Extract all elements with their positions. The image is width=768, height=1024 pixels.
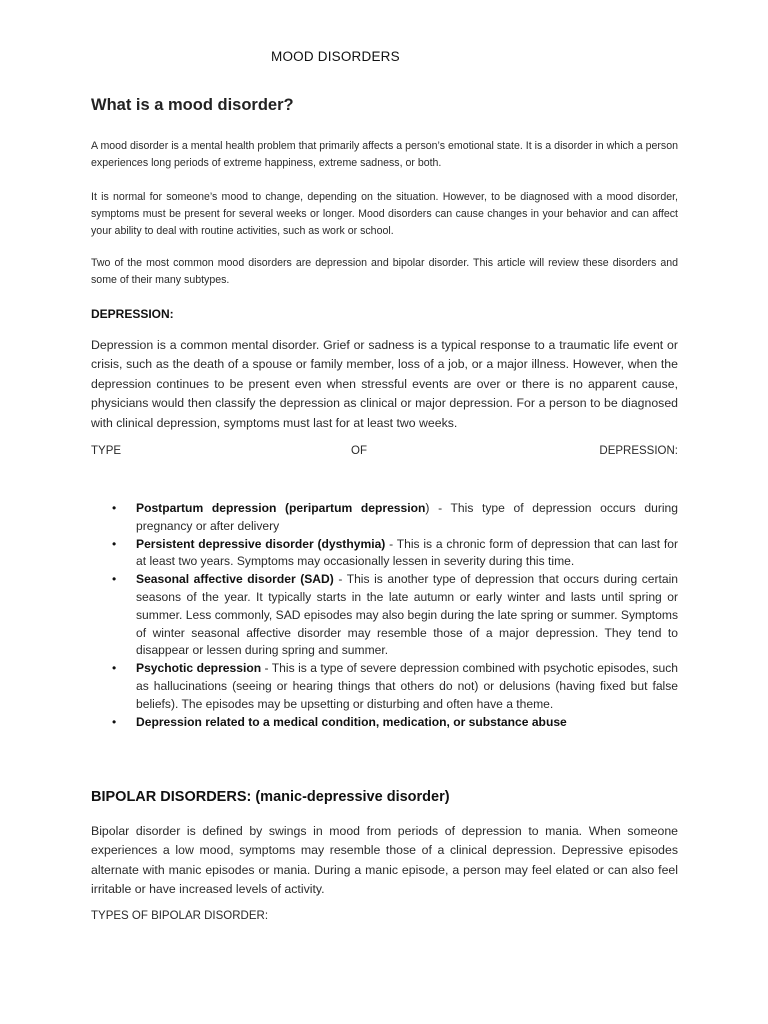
depression-paragraph: Depression is a common mental disorder. Grief or sadness is a typical response to a traumatic life event or crisis, such as the death of a spouse or family member, loss of a job, or a major illness. However, when the depression continues to be present even when stressful events are over or there is no apparent cause, physicians would then classify the depression as clinical or major depression. For a person to be diagnosed with clinical depression, symptoms must last for at least two weeks. bbox=[91, 338, 678, 430]
bipolar-heading: BIPOLAR DISORDERS: (manic-depressive disorder) bbox=[91, 789, 450, 805]
list-item-term: Seasonal affective disorder (SAD) bbox=[136, 572, 334, 587]
list-item-term: Psychotic depression bbox=[136, 661, 262, 676]
depression-word: DEPRESSION: bbox=[599, 445, 678, 457]
list-item-description: - This is a type of severe depression combined with psychotic episodes, such as hallucinations (seeing or hearing things that others do not) or delusions (having fixed but false beliefs). The episodes may be upsetting or disturbing and often have a theme. bbox=[136, 661, 678, 711]
intro-paragraph-3: Two of the most common mood disorders are depression and bipolar disorder. This article will review these disorders and some of their many subtypes. bbox=[91, 257, 678, 286]
bullet-icon: • bbox=[112, 661, 117, 676]
intro-paragraph-2: It is normal for someone’s mood to change, depending on the situation. However, to be diagnosed with a mood disorder, symptoms must be present for several weeks or longer. Mood disorders can cause changes in your behavior and can affect your ability to deal with routine activities, such as work or school. bbox=[91, 191, 678, 237]
list-item bbox=[91, 714, 678, 732]
section-heading-what-is: What is a mood disorder? bbox=[91, 96, 294, 114]
list-item-description: ) - This type of depression occurs during pregnancy or after delivery bbox=[136, 501, 678, 533]
bipolar-paragraph: Bipolar disorder is defined by swings in mood from periods of depression to mania. When someone experiences a low mood, symptoms may resemble those of a clinical depression. Depressive episodes alternate with manic episodes or mania. During a manic episode, a person may feel elated or can also feel irritable or have increased levels of activity. bbox=[91, 824, 678, 897]
list-item-description: - This is another type of depression that occurs during certain seasons of the year. It typically starts in the late autumn or early winter and lasts until spring or summer. Less commonly, SAD episodes may also begin during the late spring or summer. Symptoms of winter seasonal affective disorder may resemble those of a major depression. They tend to disappear or lessen during spring and summer. bbox=[136, 572, 679, 658]
list-item bbox=[91, 536, 678, 572]
list-item-description: - This is a chronic form of depression that can last for at least two years. Symptoms may occasionally lessen in severity during this time. bbox=[136, 536, 678, 569]
depression-heading: DEPRESSION: bbox=[91, 307, 174, 321]
depression-types-list bbox=[91, 500, 678, 731]
list-item-term: Persistent depressive disorder (dysthymia) bbox=[136, 536, 386, 551]
list-item bbox=[91, 660, 678, 713]
of-word: OF bbox=[351, 445, 367, 457]
list-item bbox=[91, 571, 678, 660]
type-word: TYPE bbox=[91, 445, 122, 457]
list-item-term: Postpartum depression (peripartum depression bbox=[136, 501, 426, 515]
document-title: MOOD DISORDERS bbox=[271, 49, 400, 64]
bullet-icon: • bbox=[112, 714, 117, 729]
bullet-icon: • bbox=[112, 536, 117, 551]
bullet-icon: • bbox=[112, 572, 117, 587]
types-of-bipolar-label: TYPES OF BIPOLAR DISORDER: bbox=[91, 910, 269, 922]
list-item-term: Depression related to a medical condition, medication, or substance abuse bbox=[136, 714, 567, 729]
bullet-icon: • bbox=[112, 501, 117, 515]
list-item bbox=[91, 500, 678, 536]
intro-paragraph-1: A mood disorder is a mental health problem that primarily affects a person’s emotional state. It is a disorder in which a person experiences long periods of extreme happiness, extreme sadness, or both. bbox=[91, 140, 678, 169]
